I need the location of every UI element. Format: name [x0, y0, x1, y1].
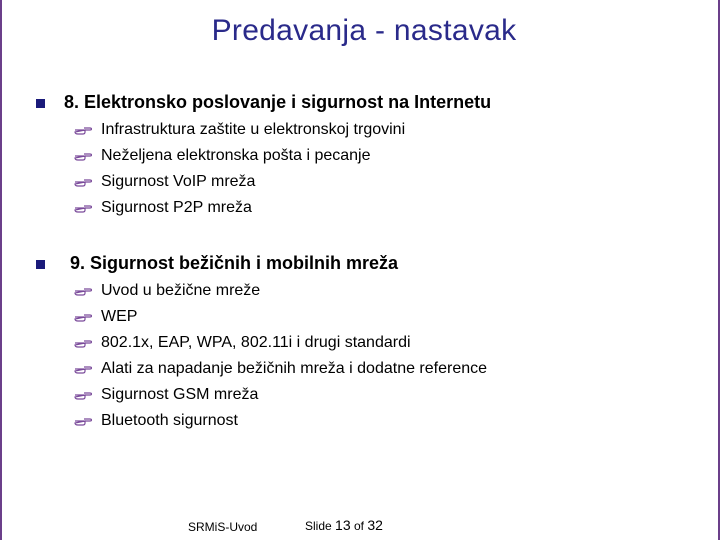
- slide-label: Slide: [305, 519, 332, 533]
- list-item-text: Sigurnost VoIP mreža: [101, 173, 256, 190]
- list-item-text: WEP: [101, 308, 138, 325]
- square-bullet-icon: [36, 260, 45, 269]
- pointing-hand-icon: [74, 177, 92, 187]
- slide-total: 32: [367, 517, 383, 533]
- pointing-hand-icon: [74, 416, 92, 426]
- list-item-text: Sigurnost GSM mreža: [101, 386, 259, 403]
- pointing-hand-icon: [74, 364, 92, 374]
- list-item-text: Infrastruktura zaštite u elektronskoj trgovini: [101, 121, 406, 138]
- list-item-text: Uvod u bežične mreže: [101, 282, 261, 299]
- pointing-hand-icon: [74, 390, 92, 400]
- footer-course-name: SRMiS-Uvod: [188, 520, 258, 534]
- slide-border-left: [0, 0, 2, 540]
- list-item-text: Bluetooth sigurnost: [101, 412, 238, 429]
- pointing-hand-icon: [74, 203, 92, 213]
- pointing-hand-icon: [74, 125, 92, 135]
- footer-slide-number: [305, 517, 383, 533]
- pointing-hand-icon: [74, 312, 92, 322]
- section-heading: 9. Sigurnost bežičnih i mobilnih mreža: [70, 253, 399, 273]
- pointing-hand-icon: [74, 151, 92, 161]
- of-label: of: [353, 519, 364, 533]
- list-item-text: Alati za napadanje bežičnih mreža i dodatne reference: [101, 360, 488, 377]
- list-item-text: Sigurnost P2P mreža: [101, 199, 252, 216]
- square-bullet-icon: [36, 99, 45, 108]
- pointing-hand-icon: [74, 338, 92, 348]
- slide-number: 13: [335, 517, 351, 533]
- section-heading: 8. Elektronsko poslovanje i sigurnost na Internetu: [64, 92, 492, 112]
- list-item-text: 802.1x, EAP, WPA, 802.11i i drugi standardi: [101, 334, 411, 351]
- slide-title: Predavanja - nastavak: [211, 14, 517, 47]
- pointing-hand-icon: [74, 286, 92, 296]
- list-item-text: Neželjena elektronska pošta i pecanje: [101, 147, 371, 164]
